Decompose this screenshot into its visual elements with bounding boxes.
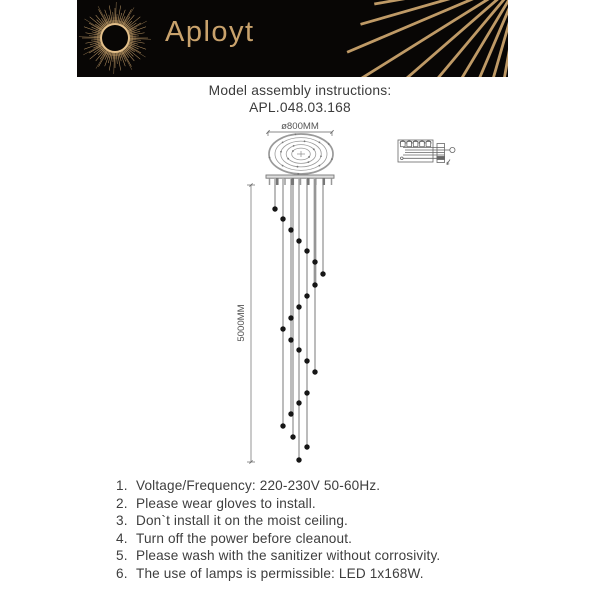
item-text: Please wash with the sanitizer without corrosivity. (136, 548, 441, 564)
canopy-top-view (269, 133, 333, 174)
list-item (116, 477, 536, 495)
list-item (116, 495, 536, 513)
list-item (116, 547, 536, 565)
wiring-diagram (398, 140, 455, 165)
item-number: 4. (116, 530, 128, 546)
canopy-bar (266, 175, 334, 185)
item-text: Don`t install it on the moist ceiling. (136, 513, 348, 529)
item-text: Turn off the power before cleanout. (136, 530, 353, 546)
item-number: 2. (116, 495, 128, 511)
item-number: 3. (116, 513, 128, 529)
item-text: The use of lamps is permissible: LED 1x168W. (136, 565, 424, 581)
item-number: 1. (116, 478, 128, 493)
diameter-label: ø800MM (281, 121, 319, 132)
list-item (116, 565, 536, 583)
list-item (116, 530, 536, 548)
list-item (116, 512, 536, 530)
item-text: Please wear gloves to install. (136, 495, 316, 511)
height-label: 5000MM (236, 304, 247, 342)
brand-name: Aployt (165, 16, 255, 48)
item-number: 5. (116, 548, 128, 564)
instructions-list (116, 477, 536, 583)
height-dimension (247, 183, 255, 463)
page-title: Model assembly instructions: (208, 83, 392, 98)
model-number: APL.048.03.168 (249, 100, 351, 115)
item-text: Voltage/Frequency: 220-230V 50-60Hz. (136, 478, 381, 493)
item-number: 6. (116, 565, 128, 581)
